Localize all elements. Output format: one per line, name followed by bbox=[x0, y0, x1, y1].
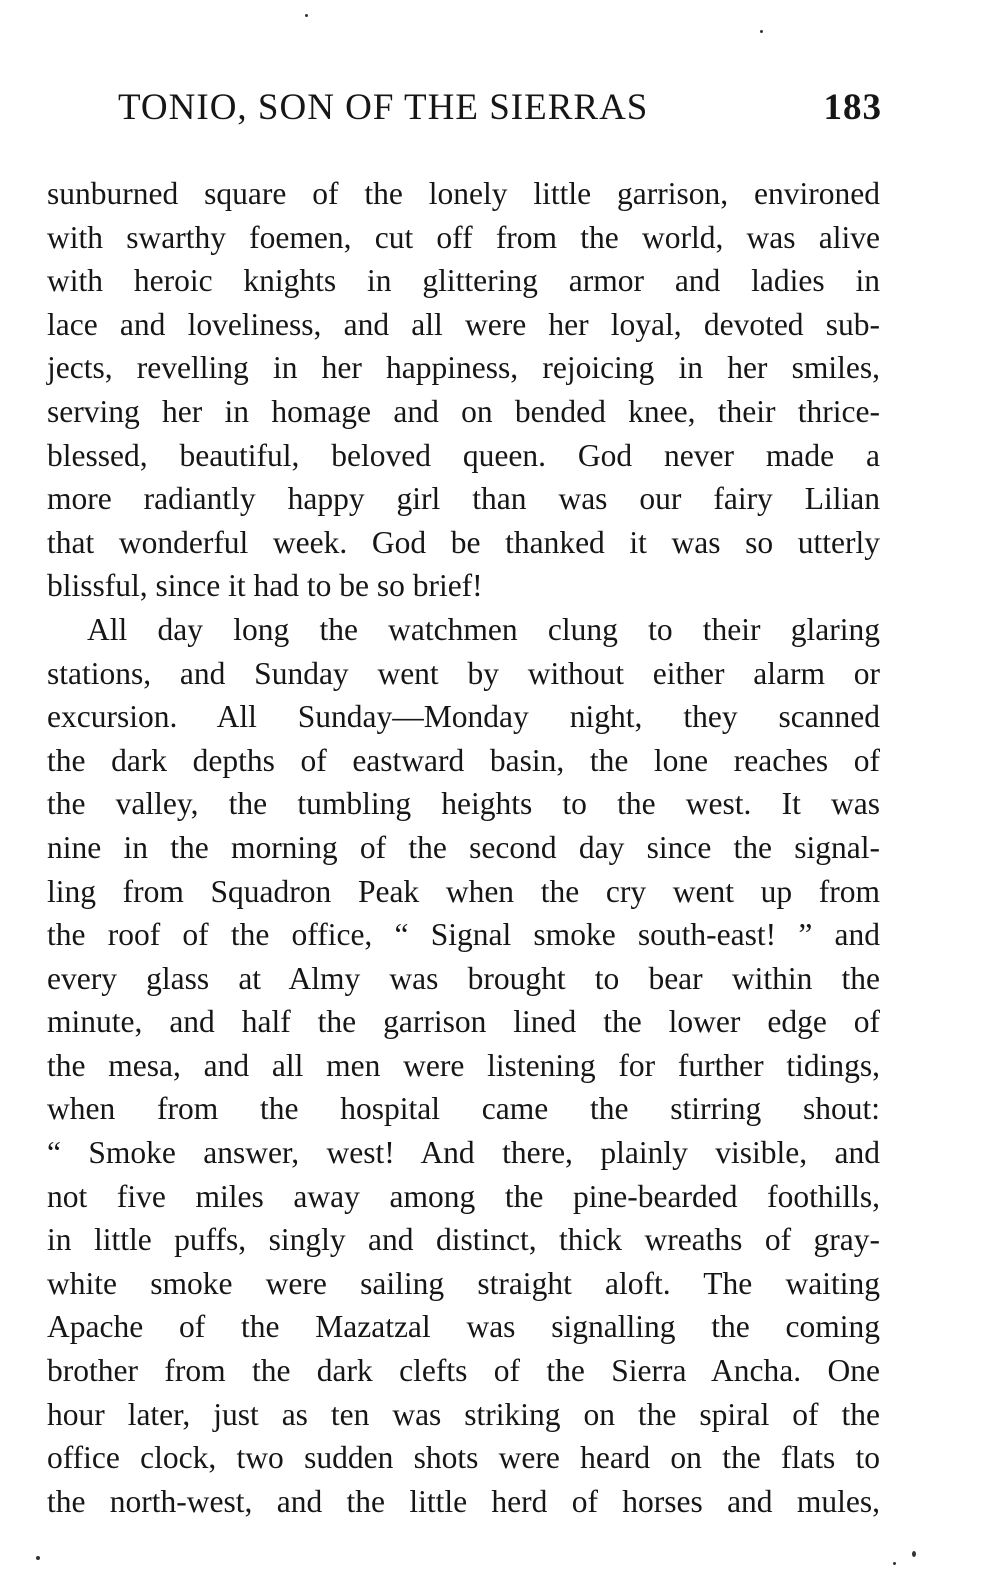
text-line: Apache of the Mazatzal was signalling the coming bbox=[47, 1309, 880, 1345]
print-speck bbox=[305, 14, 308, 17]
text-line: with heroic knights in glittering armor and ladies in bbox=[47, 263, 880, 299]
text-line: the valley, the tumbling heights to the west. It was bbox=[47, 786, 880, 822]
running-header bbox=[118, 86, 882, 134]
text-line: brother from the dark clefts of the Sierra Ancha. One bbox=[47, 1353, 880, 1389]
text-line: ling from Squadron Peak when the cry went up from bbox=[47, 873, 880, 909]
text-line: nine in the morning of the second day since the signal- bbox=[47, 829, 880, 865]
text-line: more radiantly happy girl than was our fairy Lilian bbox=[47, 481, 880, 517]
text-line: excursion. All Sunday—Monday night, they scanned bbox=[47, 699, 880, 735]
text-line: that wonderful week. God be thanked it was so utterly bbox=[47, 524, 880, 560]
text-line: office clock, two sudden shots were heard on the flats to bbox=[47, 1440, 880, 1476]
text-line: jects, revelling in her happiness, rejoicing in her smiles, bbox=[47, 350, 880, 386]
text-line: in little puffs, singly and distinct, thick wreaths of gray- bbox=[47, 1222, 880, 1258]
print-speck bbox=[760, 30, 763, 33]
text-line: white smoke were sailing straight aloft. The waiting bbox=[47, 1265, 880, 1301]
text-line: blissful, since it had to be so brief! bbox=[47, 568, 483, 604]
text-line: “ Smoke answer, west! And there, plainly visible, and bbox=[47, 1135, 880, 1171]
text-line: the dark depths of eastward basin, the lone reaches of bbox=[47, 742, 880, 778]
print-speck bbox=[893, 1562, 896, 1565]
page-number: 183 bbox=[823, 87, 882, 128]
print-speck bbox=[912, 1551, 916, 1557]
text-line: not five miles away among the pine-bearded foothills, bbox=[47, 1178, 880, 1214]
running-title: TONIO, SON OF THE SIERRAS bbox=[118, 87, 649, 128]
text-line: hour later, just as ten was striking on the spiral of the bbox=[47, 1396, 880, 1432]
text-line: lace and loveliness, and all were her loyal, devoted sub- bbox=[47, 306, 880, 342]
text-line: stations, and Sunday went by without either alarm or bbox=[47, 655, 880, 691]
text-line: every glass at Almy was brought to bear within the bbox=[47, 960, 880, 996]
text-line: the roof of the office, “ Signal smoke south-east! ” and bbox=[47, 917, 880, 953]
text-line: the north-west, and the little herd of horses and mules, bbox=[47, 1483, 880, 1519]
text-line: sunburned square of the lonely little garrison, environed bbox=[47, 176, 880, 211]
text-line: All day long the watchmen clung to their glaring bbox=[87, 611, 880, 647]
text-line: when from the hospital came the stirring shout: bbox=[47, 1091, 880, 1127]
text-line: with swarthy foemen, cut off from the world, was alive bbox=[47, 219, 880, 255]
text-line: minute, and half the garrison lined the lower edge of bbox=[47, 1004, 880, 1040]
text-line: serving her in homage and on bended knee, their thrice- bbox=[47, 393, 880, 429]
print-speck bbox=[36, 1556, 40, 1560]
text-line: the mesa, and all men were listening for further tidings, bbox=[47, 1047, 880, 1083]
body-text bbox=[47, 172, 880, 1523]
text-line: blessed, beautiful, beloved queen. God never made a bbox=[47, 437, 880, 473]
